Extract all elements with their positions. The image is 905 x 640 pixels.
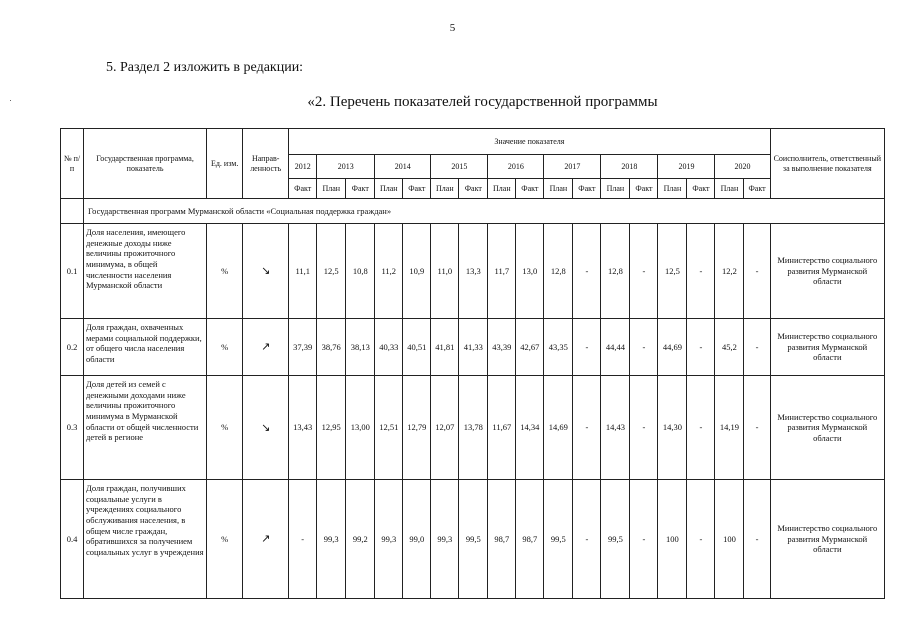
value-cell: 12,07 [431,376,459,480]
value-cell: 10,9 [403,224,431,319]
value-cell: 37,39 [289,319,317,376]
value-cell: 43,35 [544,319,573,376]
value-cell: - [744,319,770,376]
value-cell: 98,7 [488,480,516,599]
header-value: Значение показателя [289,129,770,155]
row-number: 0.2 [61,319,84,376]
row-number: 0.4 [61,480,84,599]
value-cell: - [289,480,317,599]
value-cell: 45,2 [715,319,744,376]
value-cell: 99,3 [431,480,459,599]
header-plan: План [317,179,346,199]
header-direction: Направ-ленность [243,129,289,199]
value-cell: 14,43 [601,376,630,480]
header-plan: План [715,179,744,199]
header-executor: Соисполнитель, ответственный за выполнение показателя [770,129,884,199]
value-cell: - [687,480,715,599]
unit-cell: % [207,319,243,376]
value-cell: 100 [715,480,744,599]
indicators-table [60,128,885,599]
value-cell: 12,8 [544,224,573,319]
value-cell: 12,79 [403,376,431,480]
value-cell: 13,00 [346,376,375,480]
value-cell: - [573,376,601,480]
value-cell: - [573,319,601,376]
header-program: Государственная программа, показатель [84,129,207,199]
page-number: 5 [449,22,456,34]
value-cell: - [630,319,658,376]
value-cell: 100 [658,480,687,599]
value-cell: 99,5 [459,480,488,599]
value-cell: 14,19 [715,376,744,480]
header-plan: План [544,179,573,199]
indicator-name: Доля детей из семей с денежными доходами ниже величины прожиточного минимума в Мурманской области от общей численности детей в регионе [84,376,207,480]
header-plan: План [375,179,403,199]
header-year: 2017 [544,155,601,179]
value-cell: 99,3 [317,480,346,599]
value-cell: 12,2 [715,224,744,319]
header-fact: Факт [687,179,715,199]
value-cell: 44,69 [658,319,687,376]
unit-cell: % [207,376,243,480]
program-title: Государственная программ Мурманской области «Социальная поддержка граждан» [84,199,885,224]
header-year: 2013 [317,155,375,179]
value-cell: - [573,480,601,599]
executor-cell: Министерство социального развития Мурманской области [770,224,884,319]
value-cell: - [687,376,715,480]
header-unit: Ед. изм. [207,129,243,199]
header-year: 2012 [289,155,317,179]
value-cell: 11,0 [431,224,459,319]
indicators-table-container [60,128,885,599]
value-cell: 98,7 [516,480,544,599]
value-cell: 13,0 [516,224,544,319]
header-year: 2018 [601,155,658,179]
value-cell: 41,81 [431,319,459,376]
value-cell: 99,3 [375,480,403,599]
header-year: 2020 [715,155,770,179]
unit-cell: % [207,480,243,599]
value-cell: 13,43 [289,376,317,480]
header-fact: Факт [459,179,488,199]
header-fact: Факт [403,179,431,199]
value-cell: 12,8 [601,224,630,319]
value-cell: 99,0 [403,480,431,599]
value-cell: - [687,319,715,376]
value-cell: 13,3 [459,224,488,319]
value-cell: 12,5 [658,224,687,319]
table-row [61,480,885,599]
section-heading: 5. Раздел 2 изложить в редакции: [106,60,304,75]
value-cell: 12,95 [317,376,346,480]
table-row [61,224,885,319]
table-row [61,319,885,376]
header-plan: План [601,179,630,199]
header-year: 2016 [488,155,544,179]
arrow-down-right-icon: ↘ [243,376,289,480]
header-year: 2014 [375,155,431,179]
header-fact: Факт [516,179,544,199]
margin-mark [10,100,11,101]
value-cell: 12,51 [375,376,403,480]
value-cell: - [687,224,715,319]
value-cell: 99,5 [544,480,573,599]
value-cell: 38,13 [346,319,375,376]
header-year: 2015 [431,155,488,179]
program-row [61,199,885,224]
executor-cell: Министерство социального развития Мурманской области [770,319,884,376]
value-cell: - [630,224,658,319]
header-plan: План [488,179,516,199]
list-title: «2. Перечень показателей государственной программы [307,94,658,110]
header-num: № п/п [61,129,84,199]
value-cell: 14,34 [516,376,544,480]
value-cell: - [573,224,601,319]
value-cell: 38,76 [317,319,346,376]
value-cell: 14,30 [658,376,687,480]
value-cell: 11,7 [488,224,516,319]
value-cell: 40,51 [403,319,431,376]
value-cell: - [630,376,658,480]
executor-cell: Министерство социального развития Мурманской области [770,376,884,480]
value-cell: 11,1 [289,224,317,319]
value-cell: 41,33 [459,319,488,376]
value-cell: - [744,224,770,319]
header-fact: Факт [573,179,601,199]
value-cell: 42,67 [516,319,544,376]
arrow-up-right-icon: ↗ [243,319,289,376]
header-fact: Факт [744,179,770,199]
indicator-name: Доля граждан, охваченных мерами социальной поддержки, от общего числа населения области [84,319,207,376]
value-cell: 14,69 [544,376,573,480]
header-fact: Факт [630,179,658,199]
indicator-name: Доля граждан, получивших социальные услуги в учреждениях социального обслуживания населения, в общем числе граждан, обратившихся за получением социальных услуг в учреждения [84,480,207,599]
executor-cell: Министерство социального развития Мурманской области [770,480,884,599]
header-year: 2019 [658,155,715,179]
value-cell: 10,8 [346,224,375,319]
value-cell: - [744,480,770,599]
value-cell: 40,33 [375,319,403,376]
header-plan: План [658,179,687,199]
value-cell: 13,78 [459,376,488,480]
value-cell: 99,5 [601,480,630,599]
value-cell: 12,5 [317,224,346,319]
value-cell: 11,2 [375,224,403,319]
value-cell: 99,2 [346,480,375,599]
value-cell: - [744,376,770,480]
table-row [61,376,885,480]
value-cell: 44,44 [601,319,630,376]
indicator-name: Доля населения, имеющего денежные доходы ниже величины прожиточного минимума, в общей численности населения Мурманской области [84,224,207,319]
row-number: 0.3 [61,376,84,480]
value-cell: - [630,480,658,599]
header-fact: Факт [346,179,375,199]
value-cell: 11,67 [488,376,516,480]
value-cell: 43,39 [488,319,516,376]
unit-cell: % [207,224,243,319]
arrow-up-right-icon: ↗ [243,480,289,599]
header-plan: План [431,179,459,199]
row-number: 0.1 [61,224,84,319]
arrow-down-right-icon: ↘ [243,224,289,319]
header-fact: Факт [289,179,317,199]
